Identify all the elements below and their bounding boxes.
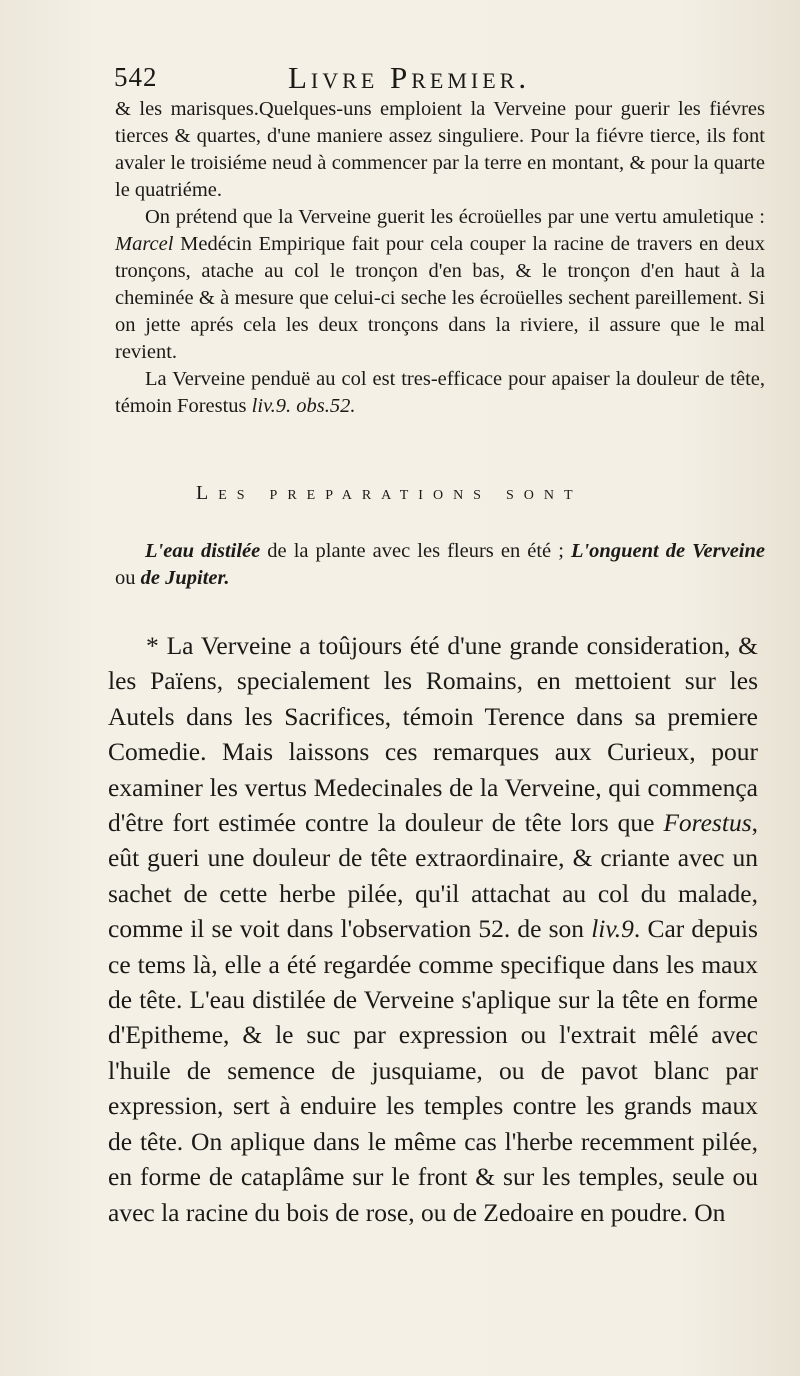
paragraph-marisques: & les marisques.Quelques-uns emploient la Verveine pour guerir les fiévres tierces & quartes, d'une maniere assez singuliere. Pour la fiévre tierce, ils font avaler le troisiéme neud à commencer par la terre en montant, & pour la quarte le quatriéme. bbox=[115, 98, 765, 201]
paragraph-douleur-tete: La Verveine penduë au col est tres-efficace pour apaiser la douleur de tête, témoin Forestus liv.9. obs.52. bbox=[115, 368, 765, 417]
reference-citation: liv.9. obs.52. bbox=[251, 395, 356, 417]
page-number: 542 bbox=[114, 62, 158, 92]
prep-eau-distilee: L'eau distilée bbox=[145, 540, 261, 562]
person-name-forestus: Forestus bbox=[663, 808, 752, 838]
prep-onguent: L'onguent de Verveine bbox=[570, 540, 765, 562]
commentary-paragraph: * La Verveine a toûjours été d'une grande consideration, & les Païens, specialement les Romains, en mettoient sur les Autels dans les Sacrifices, témoin Terence dans sa premiere Comedie. Mais laissons ces remarques aux Curieux, pour examiner les vertus Medecinales de la Verveine, qui commença d'être fort estimée contre la douleur de tête lors que Forestus, eût gueri une douleur de tête extraordinaire, & criante avec un sachet de cette herbe pilée, qu'il attachat au col du malade, comme il se voit dans l'observation 52. de son liv.9. Car depuis ce tems là, elle a été regardée comme specifique dans les maux de tête. L'eau distilée de Verveine s'aplique sur la tête en forme d'Epitheme, & le suc par expression ou l'extrait mêlé avec l'huile de semence de jusquiame, ou de pavot blanc par expression, sert à enduire les temples contre les grands maux de tête. On aplique dans le même cas l'herbe recemment pilée, en forme de cataplâme sur le front & sur les temples, seule ou avec la racine du bois de rose, ou de Zedoaire en poudre. On bbox=[108, 631, 758, 1227]
paragraph-ecrouelles: On prétend que la Verveine guerit les écroüelles par une vertu amuletique : Marcel Medécin Empirique fait pour cela couper la racine de travers en deux tronçons, atache au col le tronçon d'en bas, & le tronçon d'en haut à la cheminée & à mesure que celui-ci seche les écroüelles sechent pareillement. Si on jette aprés cela les deux tronçons dans la riviere, il assure que le mal revient. bbox=[115, 206, 765, 363]
reference-liv: liv.9 bbox=[591, 914, 634, 944]
running-title: Livre Premier. bbox=[288, 60, 531, 95]
prep-jupiter: de Jupiter. bbox=[140, 567, 230, 589]
person-name-marcel: Marcel bbox=[115, 233, 174, 255]
upper-text-block bbox=[115, 96, 765, 420]
preparations-list: L'eau distilée de la plante avec les fleurs en été ; L'onguent de Verveine ou de Jupiter. bbox=[115, 540, 765, 589]
commentary-block bbox=[108, 628, 758, 1230]
preparations-heading: Les preparations sont bbox=[196, 482, 583, 504]
page-header bbox=[110, 58, 790, 98]
